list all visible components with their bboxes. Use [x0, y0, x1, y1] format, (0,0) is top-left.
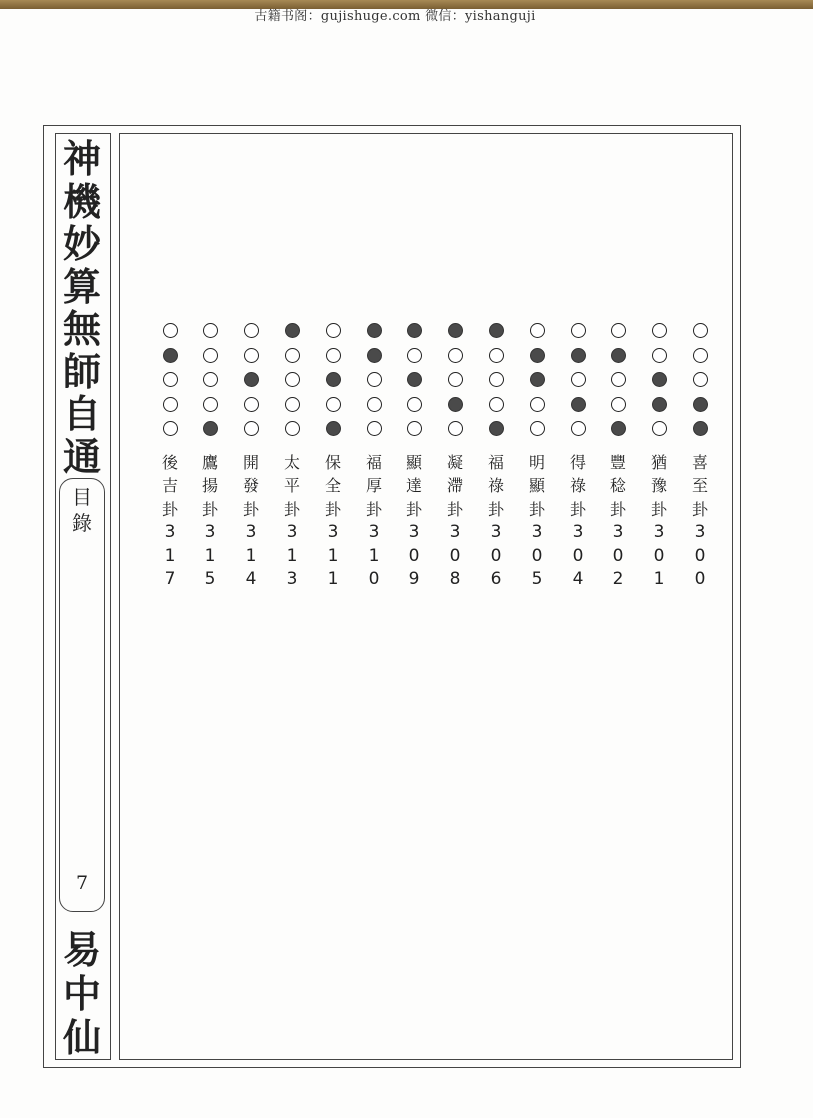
toc-entry — [688, 323, 712, 592]
open-circle-icon — [367, 397, 382, 412]
filled-circle-icon — [407, 323, 422, 338]
filled-circle-icon — [326, 421, 341, 436]
entry-page: 3 0 5 — [531, 522, 543, 589]
open-circle-icon — [203, 397, 218, 412]
toc-entry — [198, 323, 222, 592]
open-circle-icon — [326, 323, 341, 338]
open-circle-icon — [244, 348, 259, 363]
filled-circle-icon — [489, 323, 504, 338]
entry-page: 3 0 8 — [449, 522, 461, 589]
entry-name: 太 平 卦 — [283, 452, 300, 519]
filled-circle-icon — [611, 348, 626, 363]
entry-name: 喜 至 卦 — [691, 452, 708, 519]
filled-circle-icon — [448, 397, 463, 412]
filled-circle-icon — [652, 397, 667, 412]
entry-name: 鷹 揚 卦 — [201, 452, 218, 519]
author-char: 仙 — [62, 1015, 101, 1060]
filled-circle-icon — [163, 348, 178, 363]
toc-entry — [606, 323, 630, 592]
open-circle-icon — [203, 372, 218, 387]
toc-entry — [647, 323, 671, 592]
open-circle-icon — [326, 348, 341, 363]
author-char: 易 — [62, 927, 101, 972]
open-circle-icon — [611, 397, 626, 412]
open-circle-icon — [203, 323, 218, 338]
open-circle-icon — [407, 348, 422, 363]
section-label — [59, 484, 105, 536]
entry-name: 福 祿 卦 — [487, 452, 504, 519]
open-circle-icon — [530, 323, 545, 338]
toc-entry — [280, 323, 304, 592]
entry-page: 3 1 3 — [286, 522, 298, 589]
open-circle-icon — [489, 348, 504, 363]
book-title-char: 妙 — [62, 221, 101, 266]
filled-circle-icon — [652, 372, 667, 387]
open-circle-icon — [652, 421, 667, 436]
filled-circle-icon — [407, 372, 422, 387]
author-char: 中 — [62, 971, 101, 1016]
entry-page: 3 1 4 — [245, 522, 257, 589]
open-circle-icon — [611, 372, 626, 387]
open-circle-icon — [489, 397, 504, 412]
entry-name: 凝 滯 卦 — [446, 452, 463, 519]
section-box — [59, 478, 105, 912]
open-circle-icon — [407, 421, 422, 436]
entry-name: 保 全 卦 — [324, 452, 341, 519]
open-circle-icon — [244, 397, 259, 412]
entry-name: 顯 達 卦 — [405, 452, 422, 519]
open-circle-icon — [163, 421, 178, 436]
open-circle-icon — [448, 348, 463, 363]
open-circle-icon — [611, 323, 626, 338]
open-circle-icon — [571, 323, 586, 338]
open-circle-icon — [163, 372, 178, 387]
entry-name: 猶 豫 卦 — [650, 452, 667, 519]
entry-page: 3 0 9 — [408, 522, 420, 589]
open-circle-icon — [163, 323, 178, 338]
book-title-char: 無 — [62, 306, 101, 351]
open-circle-icon — [530, 421, 545, 436]
toc-entry — [321, 323, 345, 592]
open-circle-icon — [285, 421, 300, 436]
entry-page: 3 0 4 — [572, 522, 584, 589]
toc-entry — [239, 323, 263, 592]
book-title-char: 神 — [62, 136, 101, 181]
book-title-char: 通 — [62, 433, 101, 479]
book-title-char: 師 — [62, 348, 101, 394]
open-circle-icon — [571, 421, 586, 436]
entry-page: 3 0 6 — [490, 522, 502, 589]
book-title-char: 算 — [62, 263, 101, 309]
open-circle-icon — [326, 397, 341, 412]
filled-circle-icon — [285, 323, 300, 338]
open-circle-icon — [244, 421, 259, 436]
open-circle-icon — [285, 397, 300, 412]
book-title-char: 自 — [62, 391, 101, 436]
entry-name: 明 顯 卦 — [528, 452, 545, 519]
filled-circle-icon — [489, 421, 504, 436]
open-circle-icon — [407, 397, 422, 412]
filled-circle-icon — [693, 421, 708, 436]
entry-page: 3 1 5 — [204, 522, 216, 589]
toc-entry — [362, 323, 386, 592]
author-name — [57, 928, 107, 1060]
toc-entry — [525, 323, 549, 592]
open-circle-icon — [448, 372, 463, 387]
filled-circle-icon — [448, 323, 463, 338]
toc-entry — [484, 323, 508, 592]
entry-name: 開 發 卦 — [242, 452, 259, 519]
book-title-char: 機 — [62, 178, 101, 224]
filled-circle-icon — [611, 421, 626, 436]
section-label-char: 目 — [72, 485, 92, 509]
watermark: 古籍书阁：gujishuge.com 微信：yishanguji — [254, 9, 536, 24]
entry-name: 得 祿 卦 — [569, 452, 586, 519]
open-circle-icon — [530, 397, 545, 412]
filled-circle-icon — [367, 348, 382, 363]
filled-circle-icon — [530, 372, 545, 387]
open-circle-icon — [285, 372, 300, 387]
entry-page: 3 0 1 — [653, 522, 665, 589]
filled-circle-icon — [693, 397, 708, 412]
filled-circle-icon — [571, 348, 586, 363]
open-circle-icon — [693, 372, 708, 387]
entry-page: 3 1 0 — [368, 522, 380, 589]
open-circle-icon — [244, 323, 259, 338]
open-circle-icon — [693, 323, 708, 338]
open-circle-icon — [367, 421, 382, 436]
toc-entry — [158, 323, 182, 592]
open-circle-icon — [163, 397, 178, 412]
filled-circle-icon — [203, 421, 218, 436]
toc-entry — [566, 323, 590, 592]
entry-name: 豐 稔 卦 — [609, 452, 626, 519]
book-title — [57, 138, 107, 478]
open-circle-icon — [489, 372, 504, 387]
entry-page: 3 1 1 — [327, 522, 339, 589]
open-circle-icon — [652, 323, 667, 338]
open-circle-icon — [203, 348, 218, 363]
open-circle-icon — [571, 372, 586, 387]
entry-name: 福 厚 卦 — [365, 452, 382, 519]
filled-circle-icon — [244, 372, 259, 387]
filled-circle-icon — [326, 372, 341, 387]
entry-page: 3 1 7 — [164, 522, 176, 589]
filled-circle-icon — [530, 348, 545, 363]
filled-circle-icon — [571, 397, 586, 412]
open-circle-icon — [652, 348, 667, 363]
open-circle-icon — [693, 348, 708, 363]
content-frame — [119, 133, 733, 1060]
open-circle-icon — [285, 348, 300, 363]
open-circle-icon — [448, 421, 463, 436]
toc-entry — [402, 323, 426, 592]
open-circle-icon — [367, 372, 382, 387]
entry-name: 後 吉 卦 — [161, 452, 178, 519]
section-label-char: 錄 — [72, 511, 92, 535]
toc-entry — [443, 323, 467, 592]
filled-circle-icon — [367, 323, 382, 338]
entry-page: 3 0 2 — [612, 522, 624, 589]
page-number: 7 — [75, 872, 89, 894]
entry-page: 3 0 0 — [694, 522, 706, 589]
